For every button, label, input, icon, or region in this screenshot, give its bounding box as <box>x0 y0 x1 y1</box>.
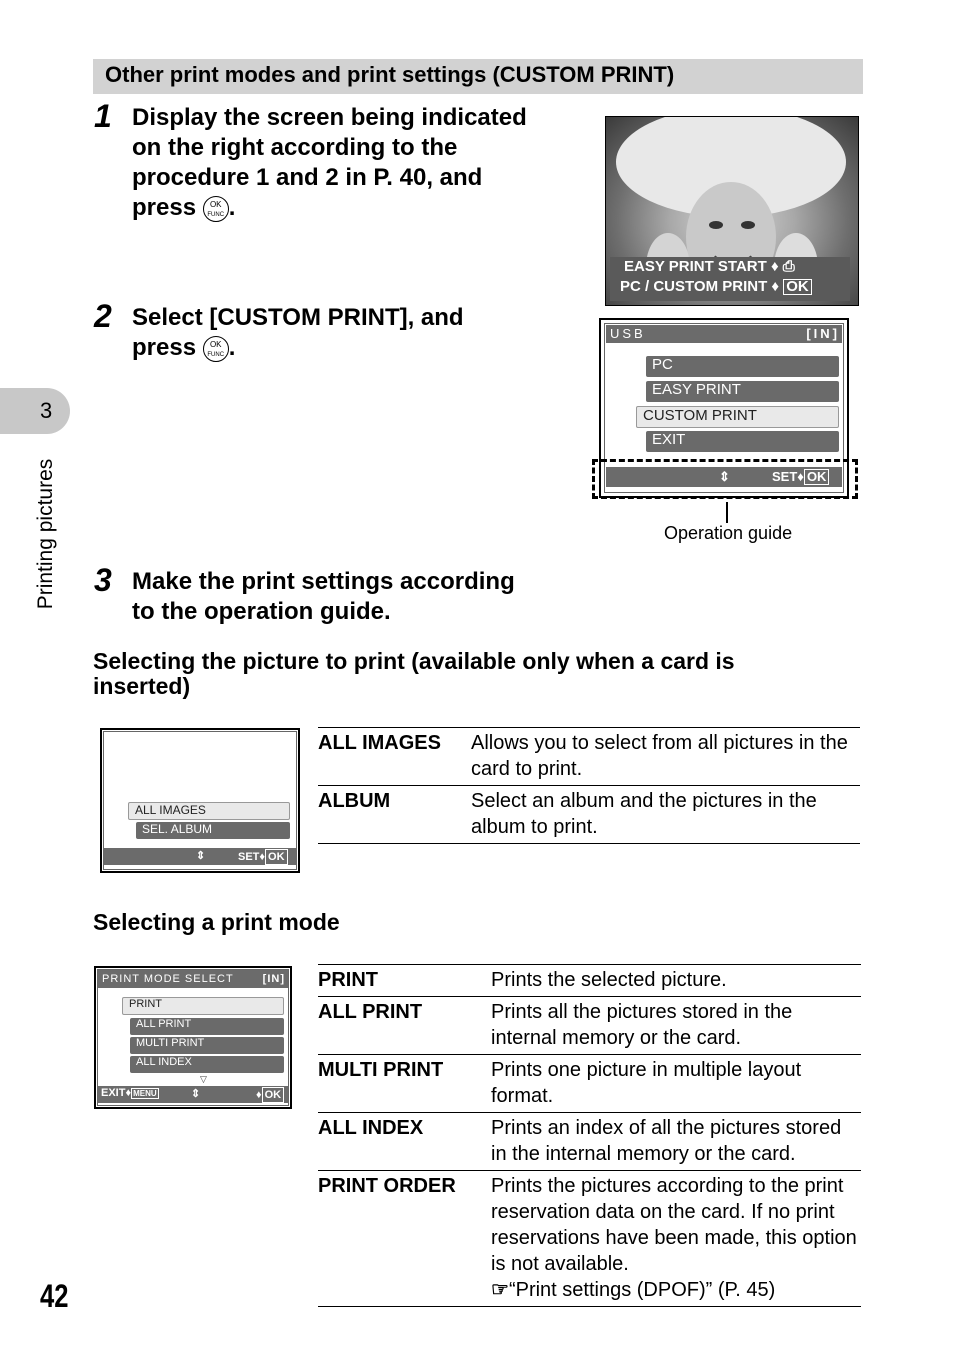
page-number: 42 <box>40 1278 69 1314</box>
callout-line <box>726 502 728 523</box>
scroll-down-arrow-icon: ▽ <box>200 1074 207 1084</box>
up-down-arrows-icon: ⇕ <box>719 469 730 484</box>
usb-title-bar: USB [IN] <box>606 325 842 343</box>
picture-select-table <box>318 727 860 844</box>
camera-screen-print-mode-select <box>94 966 292 1109</box>
ok-key-icon: OK <box>783 279 812 295</box>
table-row: ALL IMAGES Allows you to select from all pictures in the card to print. <box>318 728 860 786</box>
menu-item-sel-album[interactable]: SEL. ALBUM <box>136 822 290 839</box>
operation-guide-bar: ⇕ SET♦ OK <box>104 848 296 865</box>
section-header <box>93 59 863 94</box>
step-2-number: 2 <box>94 298 112 334</box>
table-row: PRINT Prints the selected picture. <box>318 965 861 997</box>
printer-icon: ⎙ <box>782 258 795 275</box>
menu-item-all-index[interactable]: ALL INDEX <box>130 1056 284 1073</box>
operation-guide-highlight <box>592 459 858 499</box>
table-row: ALBUM Select an album and the pictures in the album to print. <box>318 786 860 844</box>
up-down-arrows-icon: ⇕ <box>191 1088 201 1100</box>
camera-screen-image-select <box>100 728 300 873</box>
camera-screen-photo <box>605 116 859 306</box>
section-title: Other print modes and print settings (CUSTOM PRINT) <box>105 62 675 87</box>
table-row: MULTI PRINT Prints one picture in multiple layout format. <box>318 1055 861 1113</box>
menu-item-exit[interactable]: EXIT <box>646 431 839 452</box>
callout-label: Operation guide <box>664 523 793 543</box>
menu-item-easy-print[interactable]: EASY PRINT <box>646 381 839 402</box>
print-mode-title-bar: PRINT MODE SELECT [IN] <box>98 970 288 988</box>
step-2-text: Select [CUSTOM PRINT], and press OK FUNC . <box>132 304 464 361</box>
subsection-picture-select-title: Selecting the picture to print (available only when a card is inserted) <box>93 648 735 699</box>
menu-item-print[interactable]: PRINT <box>122 997 284 1015</box>
print-prompt-overlay: EASY PRINT START ♦ ⎙ PC / CUSTOM PRINT ♦ OK <box>610 257 850 301</box>
chapter-number: 3 <box>40 398 53 423</box>
reference-link[interactable]: “Print settings (DPOF)” (P. 45) <box>508 1279 776 1301</box>
up-down-arrows-icon: ⇕ <box>196 850 206 862</box>
menu-item-pc[interactable]: PC <box>646 356 839 377</box>
reference-icon: ☞ <box>491 1279 509 1301</box>
table-row: PRINT ORDER Prints the pictures according to the print reservation data on the card. If no print reservations have been made, this option is not available. ☞“Print settings (DPOF)” (P. 45) <box>318 1171 861 1307</box>
step-3-number: 3 <box>94 562 112 598</box>
menu-item-multi-print[interactable]: MULTI PRINT <box>130 1037 284 1054</box>
step-1-number: 1 <box>94 98 112 134</box>
print-mode-table <box>318 964 861 1307</box>
menu-item-all-print[interactable]: ALL PRINT <box>130 1018 284 1035</box>
menu-item-custom-print[interactable]: CUSTOM PRINT <box>636 406 839 428</box>
subsection-print-mode-title: Selecting a print mode <box>93 909 340 935</box>
ok-func-button-icon: OK FUNC <box>203 196 229 222</box>
step-3-text: Make the print settings according to the operation guide. <box>132 568 515 625</box>
operation-guide-bar: ⇕ SET♦ OK <box>606 467 842 487</box>
menu-item-all-images[interactable]: ALL IMAGES <box>128 802 290 820</box>
ok-func-button-icon: OK FUNC <box>203 336 229 362</box>
chapter-tab <box>0 388 70 434</box>
step-1-text: Display the screen being indicated on the right according to the procedure 1 and 2 in P. 40, and press OK FUNC . <box>132 104 527 221</box>
table-row: ALL INDEX Prints an index of all the pictures stored in the internal memory or the card. <box>318 1113 861 1171</box>
chapter-label: Printing pictures <box>34 458 57 610</box>
table-row: ALL PRINT Prints all the pictures stored in the internal memory or the card. <box>318 997 861 1055</box>
operation-guide-bar: EXIT♦ MENU ⇕ ♦ OK <box>98 1086 288 1103</box>
